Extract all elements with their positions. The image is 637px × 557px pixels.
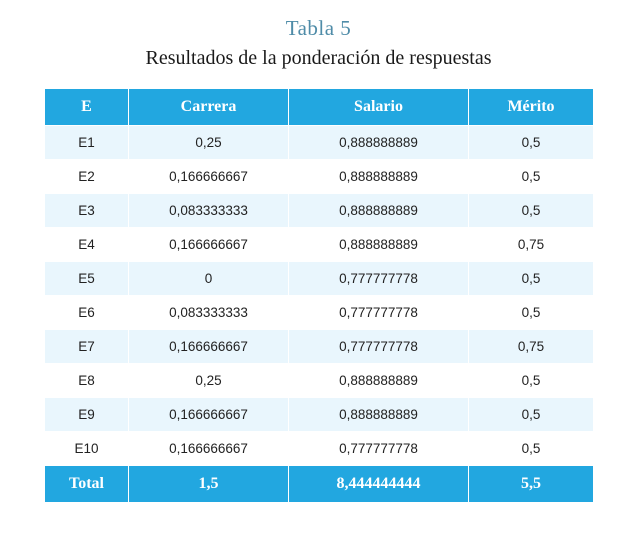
cell-id: E6 bbox=[45, 296, 129, 330]
table-row bbox=[45, 126, 594, 160]
total-carrera: 1,5 bbox=[129, 466, 289, 503]
table-total-row bbox=[45, 466, 594, 503]
cell-id: E10 bbox=[45, 432, 129, 466]
cell-merito: 0,75 bbox=[469, 330, 594, 364]
table-row bbox=[45, 194, 594, 228]
cell-id: E8 bbox=[45, 364, 129, 398]
cell-salario: 0,888888889 bbox=[289, 228, 469, 262]
table-header bbox=[45, 89, 594, 126]
column-header-carrera: Carrera bbox=[129, 89, 289, 126]
table-row bbox=[45, 432, 594, 466]
cell-carrera: 0,25 bbox=[129, 126, 289, 160]
cell-merito: 0,5 bbox=[469, 364, 594, 398]
cell-salario: 0,777777778 bbox=[289, 296, 469, 330]
table-row bbox=[45, 160, 594, 194]
table-row bbox=[45, 296, 594, 330]
cell-carrera: 0,166666667 bbox=[129, 432, 289, 466]
cell-merito: 0,5 bbox=[469, 398, 594, 432]
cell-id: E7 bbox=[45, 330, 129, 364]
cell-carrera: 0,083333333 bbox=[129, 194, 289, 228]
cell-carrera: 0,083333333 bbox=[129, 296, 289, 330]
cell-carrera: 0,166666667 bbox=[129, 160, 289, 194]
cell-id: E9 bbox=[45, 398, 129, 432]
cell-id: E4 bbox=[45, 228, 129, 262]
table-body bbox=[45, 126, 594, 503]
cell-id: E5 bbox=[45, 262, 129, 296]
cell-merito: 0,75 bbox=[469, 228, 594, 262]
table-row bbox=[45, 330, 594, 364]
cell-id: E2 bbox=[45, 160, 129, 194]
cell-id: E1 bbox=[45, 126, 129, 160]
table-row bbox=[45, 228, 594, 262]
cell-id: E3 bbox=[45, 194, 129, 228]
total-merito: 5,5 bbox=[469, 466, 594, 503]
cell-salario: 0,888888889 bbox=[289, 194, 469, 228]
cell-salario: 0,777777778 bbox=[289, 262, 469, 296]
cell-carrera: 0,166666667 bbox=[129, 228, 289, 262]
cell-merito: 0,5 bbox=[469, 262, 594, 296]
cell-carrera: 0,166666667 bbox=[129, 398, 289, 432]
cell-merito: 0,5 bbox=[469, 194, 594, 228]
cell-carrera: 0,25 bbox=[129, 364, 289, 398]
cell-salario: 0,777777778 bbox=[289, 330, 469, 364]
cell-merito: 0,5 bbox=[469, 432, 594, 466]
table-title: Resultados de la ponderación de respuestas bbox=[145, 47, 492, 69]
cell-salario: 0,888888889 bbox=[289, 160, 469, 194]
cell-carrera: 0,166666667 bbox=[129, 330, 289, 364]
cell-merito: 0,5 bbox=[469, 126, 594, 160]
column-header-merito: Mérito bbox=[469, 89, 594, 126]
results-table bbox=[44, 88, 594, 503]
cell-salario: 0,888888889 bbox=[289, 364, 469, 398]
header-row bbox=[45, 89, 594, 126]
cell-merito: 0,5 bbox=[469, 296, 594, 330]
table-label: Tabla 5 bbox=[285, 16, 352, 40]
column-header-e: E bbox=[45, 89, 129, 126]
cell-salario: 0,888888889 bbox=[289, 398, 469, 432]
cell-merito: 0,5 bbox=[469, 160, 594, 194]
column-header-salario: Salario bbox=[289, 89, 469, 126]
cell-carrera: 0 bbox=[129, 262, 289, 296]
total-salario: 8,444444444 bbox=[289, 466, 469, 503]
table-row bbox=[45, 364, 594, 398]
cell-salario: 0,777777778 bbox=[289, 432, 469, 466]
table-row bbox=[45, 398, 594, 432]
cell-salario: 0,888888889 bbox=[289, 126, 469, 160]
total-label: Total bbox=[45, 466, 129, 503]
table-row bbox=[45, 262, 594, 296]
